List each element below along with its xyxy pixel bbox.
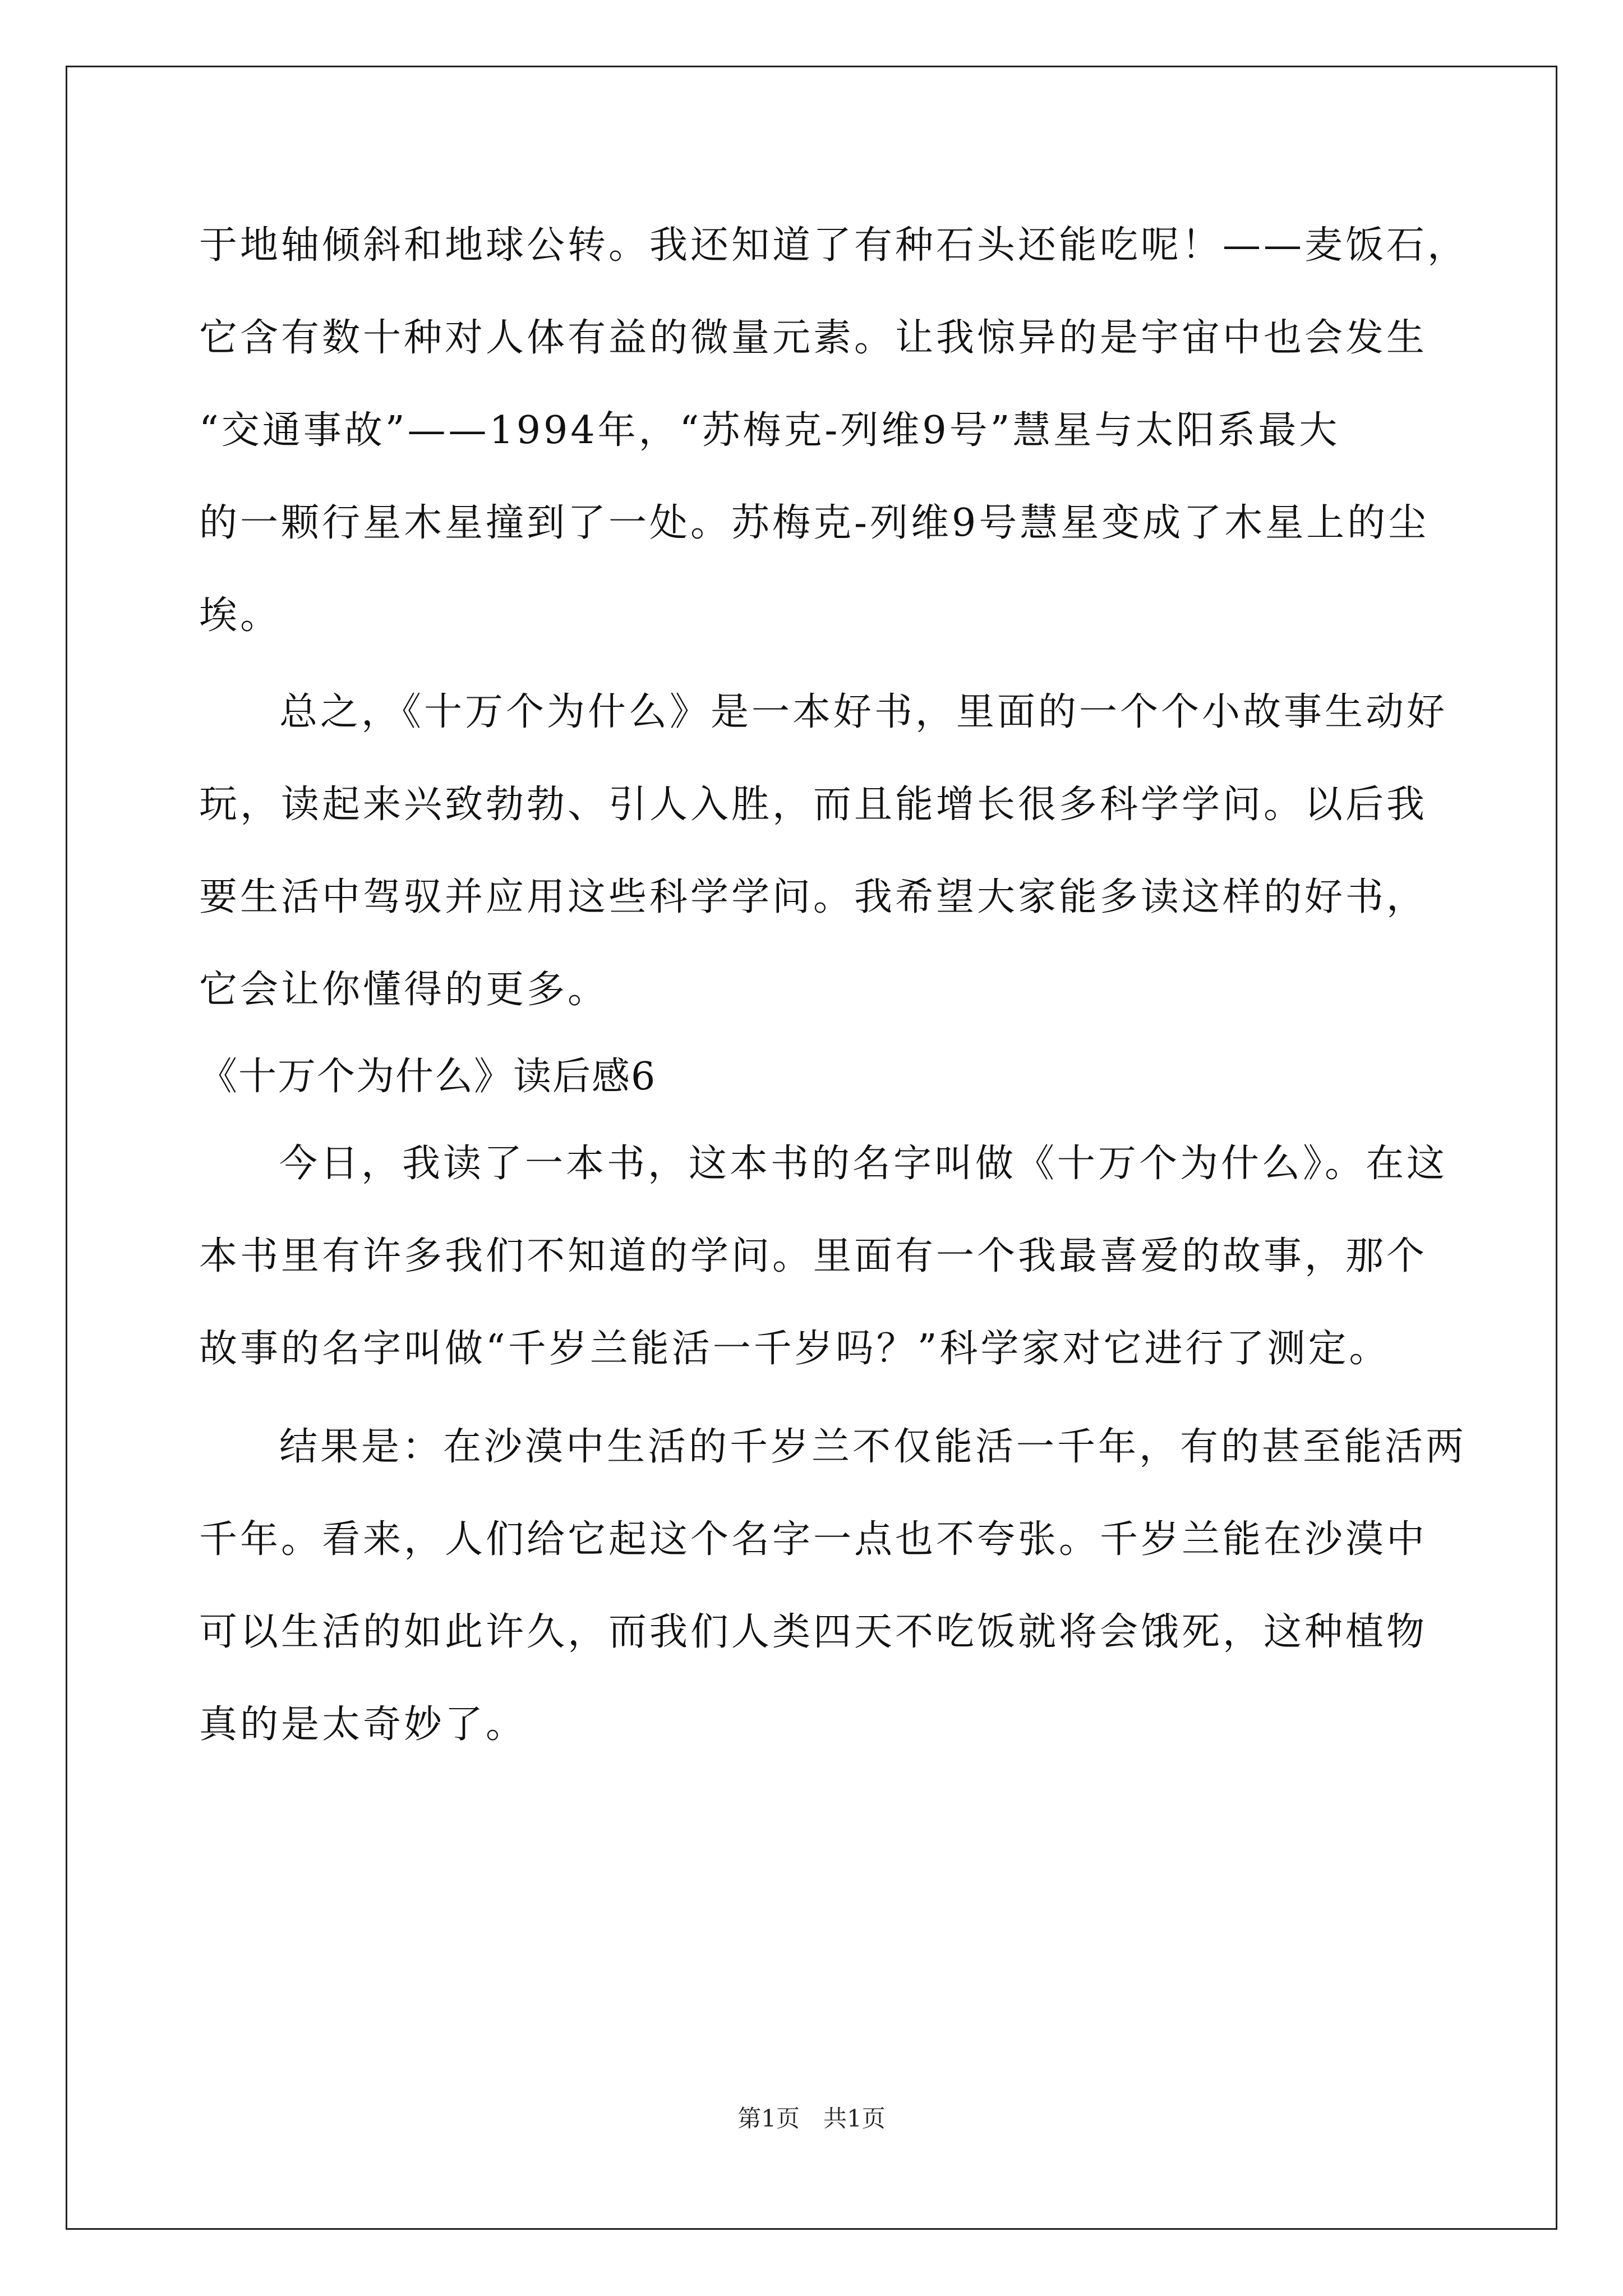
body-text-line: 的一颗行星木星撞到了一处。苏梅克-列维9号慧星变成了木星上的尘 <box>199 501 1430 545</box>
section-heading: 《十万个为什么》读后感6 <box>199 1055 657 1099</box>
body-text-line: 它含有数十种对人体有益的微量元素。让我惊异的是宇宙中也会发生 <box>199 316 1428 360</box>
body-text-line: 故事的名字叫做“千岁兰能活一千岁吗？”科学家对它进行了测定。 <box>199 1327 1390 1371</box>
body-text-line: 今日，我读了一本书，这本书的名字叫做《十万个为什么》。在这 <box>279 1142 1448 1186</box>
body-text-line: 要生活中驾驭并应用这些科学学问。我希望大家能多读这样的好书， <box>199 875 1428 919</box>
page-footer: 第1页 共1页 <box>737 2105 886 2132</box>
body-text-line: 玩，读起来兴致勃勃、引人入胜，而且能增长很多科学学问。以后我 <box>199 783 1428 827</box>
body-text-line: “交通事故”——1994年，“苏梅克-列维9号”慧星与太阳系最大 <box>199 408 1340 453</box>
body-text-line: 于地轴倾斜和地球公转。我还知道了有种石头还能吃呢！——麦饭石， <box>199 223 1469 268</box>
body-text-line: 结果是：在沙漠中生活的千岁兰不仅能活一千年，有的甚至能活两 <box>279 1425 1467 1469</box>
body-text-line: 它会让你懂得的更多。 <box>199 968 609 1012</box>
body-text-line: 可以生活的如此许久，而我们人类四天不吃饭就将会饿死，这种植物 <box>199 1610 1428 1654</box>
body-text-line: 千年。看来，人们给它起这个名字一点也不夸张。千岁兰能在沙漠中 <box>199 1517 1428 1562</box>
body-text-line: 总之，《十万个为什么》是一本好书，里面的一个个小故事生动好 <box>279 690 1448 734</box>
body-text-line: 埃。 <box>199 593 282 638</box>
body-text-line: 本书里有许多我们不知道的学问。里面有一个我最喜爱的故事，那个 <box>199 1234 1428 1278</box>
body-text-line: 真的是太奇妙了。 <box>199 1703 527 1747</box>
